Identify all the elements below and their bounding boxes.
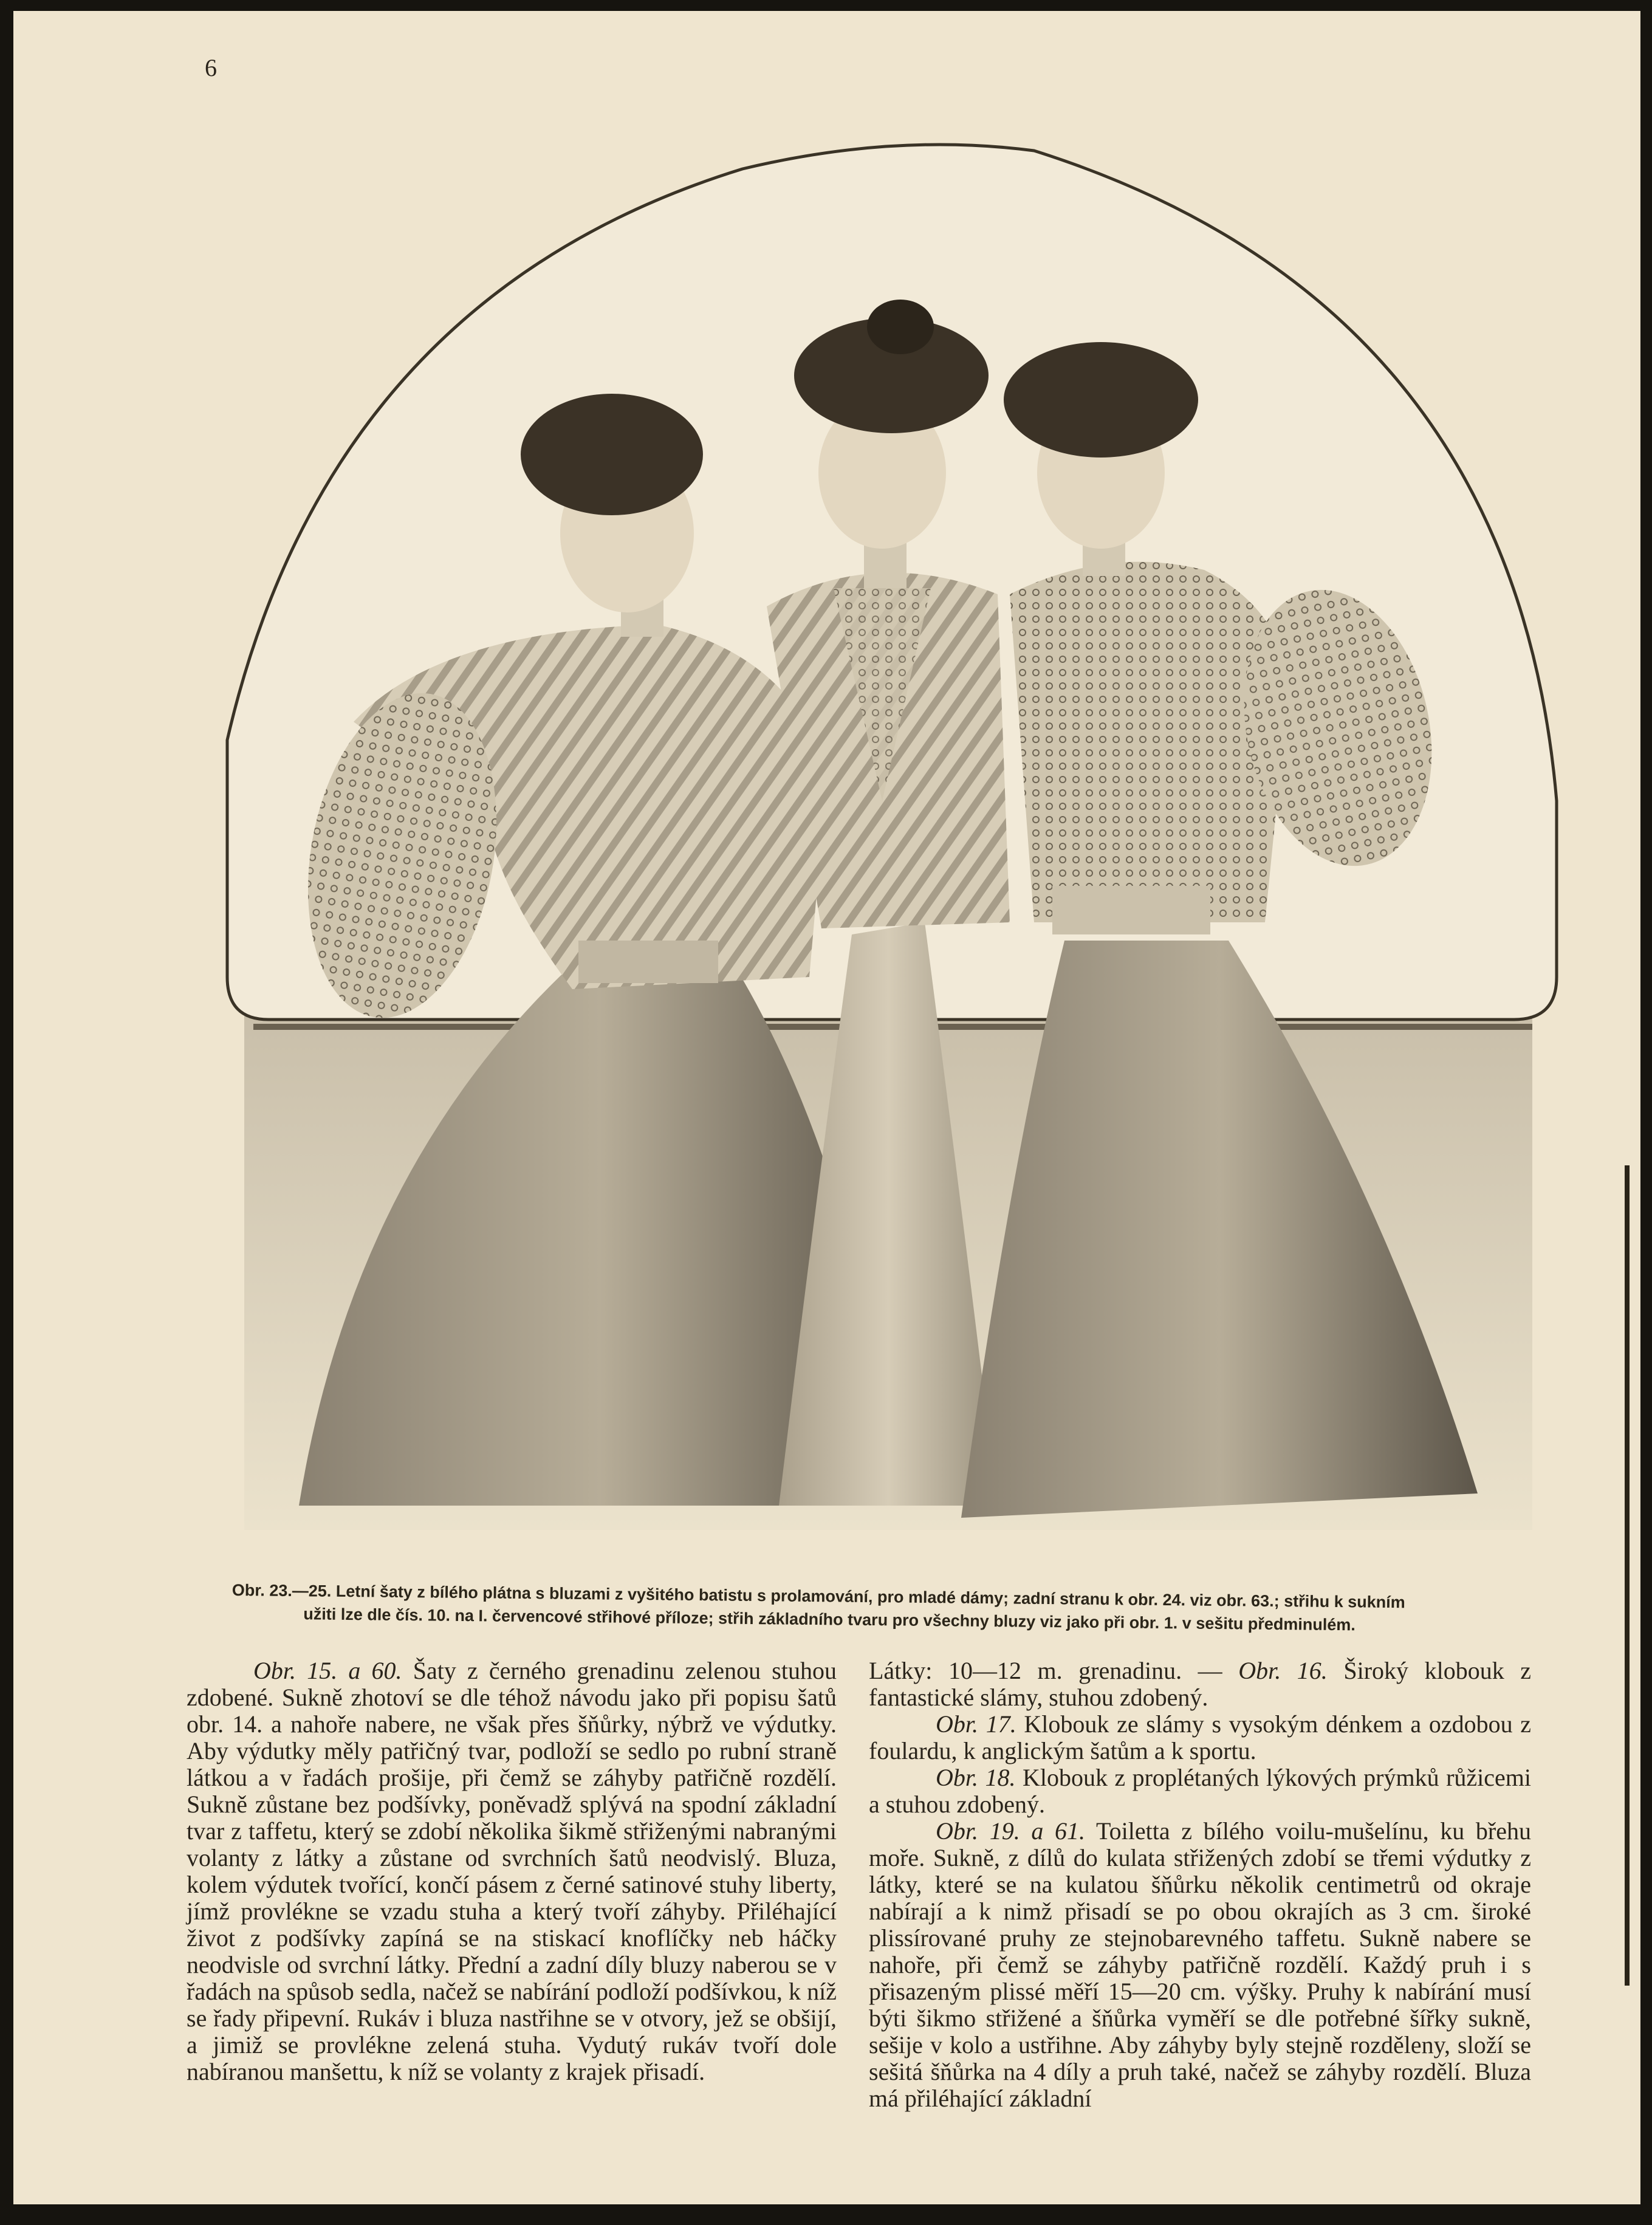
paragraph-text: Klobouk ze slámy s vysokým dénkem a ozdobou z foulardu, k anglickým šatům a k sportu. bbox=[869, 1710, 1531, 1764]
paragraph-text: Široký klobouk z fantastické slámy, stuhou zdobený. bbox=[869, 1657, 1532, 1711]
caption-line-2: užiti lze dle čís. 10. na I. červencové střihové příloze; střih základního tvaru pro všechny bluzy viz jako při obr. 1. v sešitu předminulém. bbox=[303, 1605, 1356, 1634]
right-column bbox=[869, 1658, 1531, 2112]
paragraph-obr-17 bbox=[869, 1711, 1531, 1764]
paragraph-text: Látky: 10—12 m. grenadinu. — bbox=[869, 1657, 1222, 1684]
figure-label: Obr. 17. bbox=[936, 1710, 1016, 1738]
caption-line-1: Obr. 23.—25. Letní šaty z bílého plátna s bluzami z vyšitého batistu s prolamování, pro mladé dámy; zadní stranu k obr. 24. viz obr. 63.; střihu k sukním bbox=[231, 1580, 1405, 1612]
figure-label: Obr. 15. a 60. bbox=[253, 1657, 402, 1684]
paragraph-text: Toiletta z bílého voilu-mušelínu, ku břehu moře. Sukně, z dílů do kulata střižených zdobí se třemi výdutky z látky, které se na kulatou šňůrku několik centimetrů od okraje nabírají a k nimž přisadí se po obou okrajích as 3 cm. široké plissírované pruhy ze stejnobarevného taffetu. Sukně nabere se nahoře, při čemž se záhyby patřičně rozdělí. Každý pruh i s přisazeným plissé měří 15—20 cm. výšky. Pruhy k nabírání musí býti šikmo střižené a šňůrka vyměří se dle potřebné šířky sukně, sešije v kolo a ustřihne. Aby záhyby byly stejně rozděleny, složí se sešitá šňůrka na 4 díly a pruh také, načež se záhyby rozdělí. Bluza má přiléhající základní bbox=[869, 1817, 1531, 2112]
figure-label: Obr. 18. bbox=[936, 1764, 1016, 1791]
paragraph-obr-15 bbox=[187, 1658, 837, 2085]
figure-label: Obr. 16. bbox=[1238, 1657, 1328, 1684]
page-number: 6 bbox=[205, 54, 217, 81]
figure-caption bbox=[231, 1579, 1496, 1638]
adjacent-page-edge bbox=[1625, 1165, 1630, 1986]
left-column bbox=[187, 1658, 837, 2085]
fashion-illustration bbox=[13, 11, 1640, 1566]
figure-label: Obr. 19. a 61. bbox=[936, 1817, 1086, 1845]
paragraph-obr-19 bbox=[869, 1818, 1531, 2112]
magazine-page bbox=[13, 11, 1640, 2204]
paragraph-obr-18 bbox=[869, 1764, 1531, 1818]
paragraph-latky bbox=[869, 1658, 1531, 1711]
paragraph-text: Šaty z černého grenadinu zelenou stuhou zdobené. Sukně zhotoví se dle téhož návodu jako při popisu šatů obr. 14. a nahoře nabere, ne však přes šňůrky, nýbrž ve výdutky. Aby výdutky měly patřičný tvar, podloží se sedlo po rubní straně látkou a v řadách prošije, při čemž se záhyby patřičně rozdělí. Sukně zůstane bez podšívky, poněvadž splývá na spodní základní tvar z taffetu, který se zdobí několika šikmě střiženými nabranými volanty z látky a zůstane od svrchních šatů neodvislý. Bluza, kolem výdutek tvořící, končí pásem z černé satinové stuhy liberty, jímž provlékne se vzadu stuha a který tvoří záhyby. Přiléhající život z podšívky zapíná se na stiskací knoflíčky neb háčky neodvisle od svrchní látky. Přední a zadní díly bluzy naberou se v řadách na spůsob sedla, načež se nabírání podloží podšívkou, k níž se řady připevní. Rukáv i bluza nastřihne se v otvory, jež se obšijí, a jimiž se provlékne zelená stuha. Vydutý rukáv tvoří dole nabíranou manšettu, k níž se volanty z krajek přisadí. bbox=[187, 1657, 837, 2085]
paragraph-text: Klobouk z proplétaných lýkových prýmků růžicemi a stuhou zdobený. bbox=[869, 1764, 1531, 1818]
